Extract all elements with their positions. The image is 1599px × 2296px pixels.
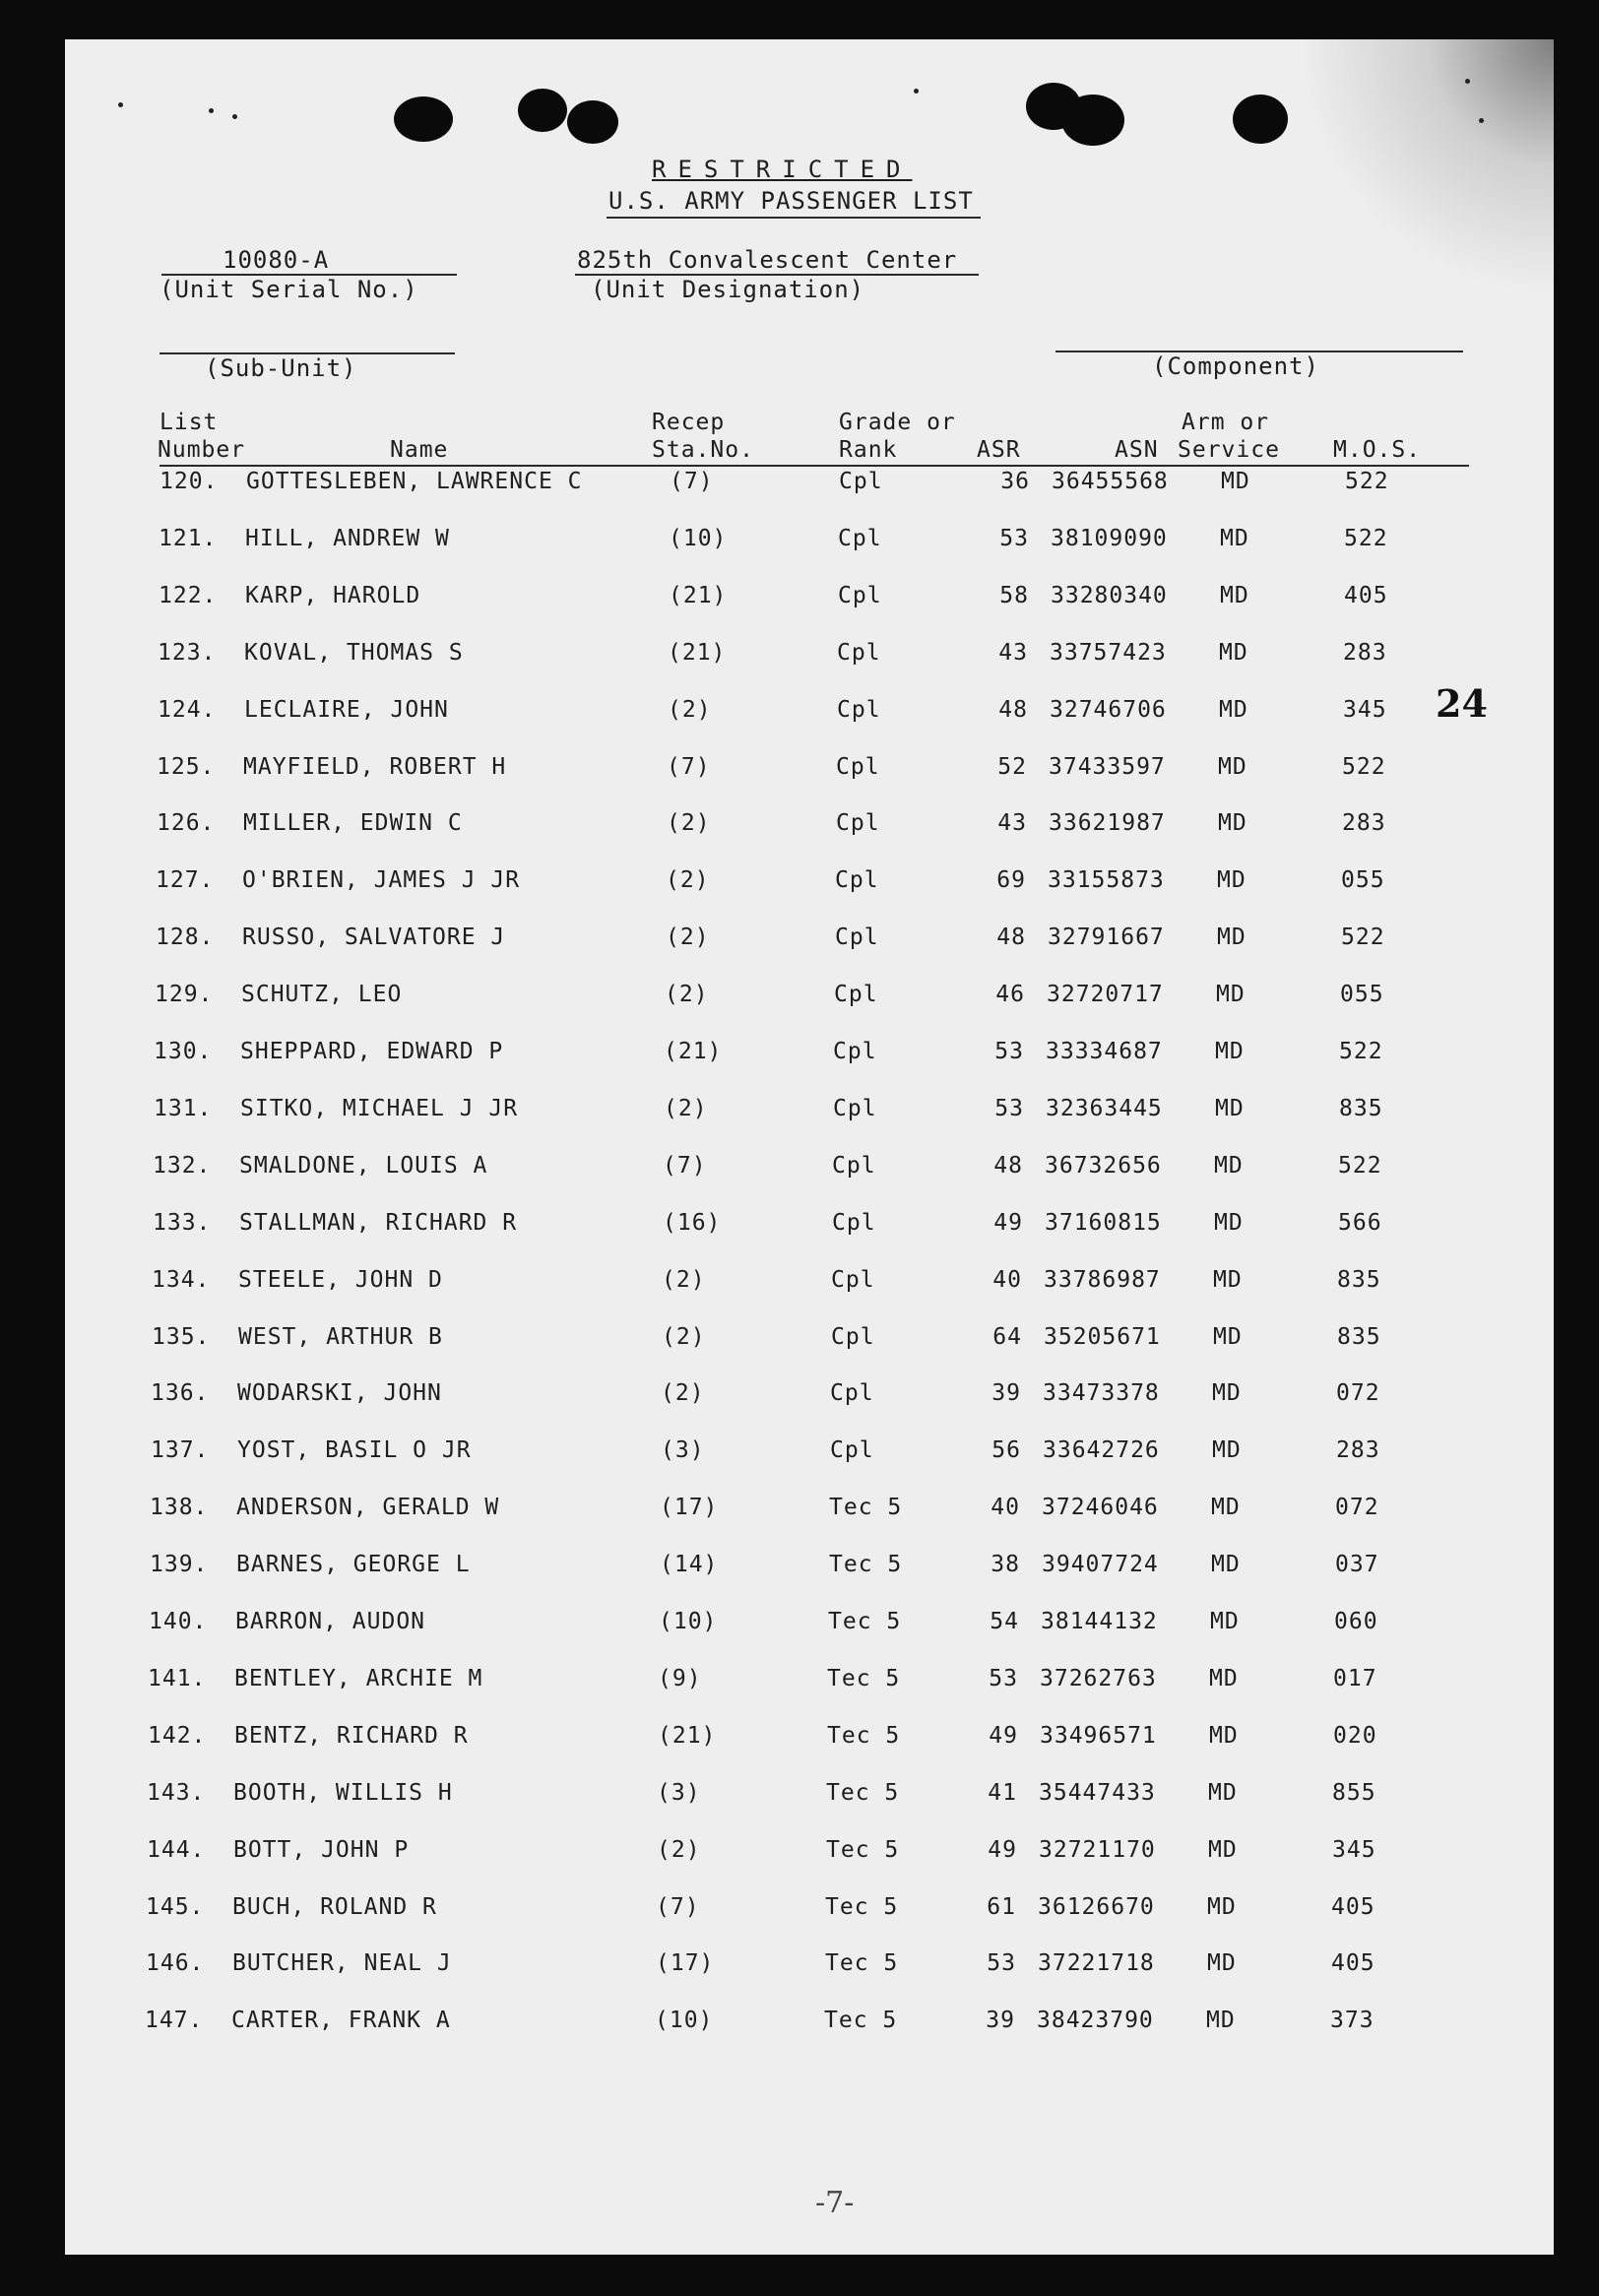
asr-cell: 48 bbox=[993, 1153, 1023, 1179]
grade-cell: Tec 5 bbox=[825, 1950, 899, 1976]
table-row bbox=[65, 867, 1554, 907]
asn-cell: 36126670 bbox=[1038, 1894, 1155, 1920]
list-number-cell: 133. bbox=[153, 1210, 212, 1236]
table-row bbox=[65, 982, 1554, 1021]
name-cell: BOTT, JOHN P bbox=[233, 1837, 410, 1863]
recep-station-cell: (10) bbox=[659, 1609, 718, 1634]
asr-cell: 64 bbox=[992, 1324, 1022, 1350]
arm-service-cell: MD bbox=[1217, 925, 1247, 950]
recep-station-cell: (2) bbox=[668, 697, 712, 723]
asr-cell: 53 bbox=[987, 1950, 1016, 1976]
grade-cell: Cpl bbox=[837, 640, 881, 666]
name-cell: WODARSKI, JOHN bbox=[237, 1380, 442, 1406]
col-arm-line2: Service bbox=[1178, 437, 1280, 463]
recep-station-cell: (17) bbox=[660, 1495, 719, 1520]
table-row bbox=[65, 1780, 1554, 1819]
asn-cell: 39407724 bbox=[1042, 1552, 1159, 1577]
recep-station-cell: (7) bbox=[656, 1894, 700, 1920]
asn-cell: 33621987 bbox=[1049, 810, 1166, 836]
sub-unit-label: (Sub-Unit) bbox=[205, 354, 357, 382]
mos-cell: 405 bbox=[1331, 1894, 1375, 1920]
mos-cell: 283 bbox=[1342, 810, 1386, 836]
col-list-line2: Number bbox=[158, 437, 246, 463]
name-cell: SHEPPARD, EDWARD P bbox=[240, 1039, 504, 1064]
arm-service-cell: MD bbox=[1211, 1552, 1241, 1577]
mos-cell: 060 bbox=[1334, 1609, 1378, 1634]
list-number-cell: 137. bbox=[151, 1437, 210, 1463]
mos-cell: 072 bbox=[1336, 1380, 1380, 1406]
asr-cell: 53 bbox=[994, 1039, 1024, 1064]
asn-cell: 32720717 bbox=[1047, 982, 1164, 1007]
asr-cell: 40 bbox=[992, 1267, 1022, 1293]
header-rule bbox=[160, 465, 1469, 467]
list-title: U.S. ARMY PASSENGER LIST bbox=[608, 187, 974, 215]
grade-cell: Cpl bbox=[833, 1039, 877, 1064]
punch-hole bbox=[567, 100, 618, 144]
grade-cell: Tec 5 bbox=[827, 1666, 901, 1691]
grade-cell: Tec 5 bbox=[824, 2008, 898, 2033]
list-number-cell: 141. bbox=[148, 1666, 207, 1691]
arm-service-cell: MD bbox=[1215, 1096, 1245, 1121]
arm-service-cell: MD bbox=[1221, 469, 1250, 494]
name-cell: BUTCHER, NEAL J bbox=[232, 1950, 452, 1976]
arm-service-cell: MD bbox=[1220, 583, 1249, 608]
mos-cell: 020 bbox=[1333, 1723, 1377, 1749]
asr-cell: 54 bbox=[990, 1609, 1019, 1634]
asn-cell: 32746706 bbox=[1050, 697, 1167, 723]
table-row bbox=[65, 1495, 1554, 1534]
arm-service-cell: MD bbox=[1220, 526, 1249, 551]
list-number-cell: 124. bbox=[158, 697, 217, 723]
arm-service-cell: MD bbox=[1213, 1267, 1243, 1293]
asn-cell: 36732656 bbox=[1045, 1153, 1162, 1179]
mos-cell: 373 bbox=[1330, 2008, 1375, 2033]
grade-cell: Cpl bbox=[838, 526, 882, 551]
asr-cell: 43 bbox=[997, 810, 1027, 836]
name-cell: RUSSO, SALVATORE J bbox=[242, 925, 506, 950]
asn-cell: 35447433 bbox=[1039, 1780, 1156, 1806]
asr-cell: 53 bbox=[989, 1666, 1018, 1691]
table-row bbox=[65, 925, 1554, 964]
table-row bbox=[65, 640, 1554, 679]
list-number-cell: 145. bbox=[146, 1894, 205, 1920]
name-cell: SITKO, MICHAEL J JR bbox=[240, 1096, 519, 1121]
speck bbox=[914, 89, 919, 94]
table-row bbox=[65, 1324, 1554, 1364]
mos-cell: 017 bbox=[1333, 1666, 1377, 1691]
name-cell: STEELE, JOHN D bbox=[238, 1267, 443, 1293]
list-number-cell: 122. bbox=[159, 583, 218, 608]
asn-cell: 38423790 bbox=[1037, 2008, 1154, 2033]
grade-cell: Cpl bbox=[831, 1324, 875, 1350]
grade-cell: Cpl bbox=[838, 583, 882, 608]
col-mos: M.O.S. bbox=[1333, 437, 1422, 463]
asr-cell: 58 bbox=[999, 583, 1029, 608]
recep-station-cell: (2) bbox=[662, 1267, 706, 1293]
name-cell: HILL, ANDREW W bbox=[245, 526, 450, 551]
table-row bbox=[65, 754, 1554, 794]
list-number-cell: 136. bbox=[151, 1380, 210, 1406]
name-cell: YOST, BASIL O JR bbox=[237, 1437, 472, 1463]
list-number-cell: 144. bbox=[147, 1837, 206, 1863]
grade-cell: Cpl bbox=[836, 754, 880, 780]
mos-cell: 283 bbox=[1336, 1437, 1380, 1463]
unit-designation-label: (Unit Designation) bbox=[591, 276, 865, 303]
table-row bbox=[65, 1723, 1554, 1762]
speck bbox=[118, 102, 123, 107]
list-number-cell: 125. bbox=[157, 754, 216, 780]
mos-cell: 283 bbox=[1343, 640, 1387, 666]
mos-cell: 566 bbox=[1338, 1210, 1382, 1236]
grade-cell: Tec 5 bbox=[826, 1837, 900, 1863]
grade-cell: Cpl bbox=[834, 982, 878, 1007]
list-number-cell: 132. bbox=[153, 1153, 212, 1179]
asn-cell: 35205671 bbox=[1044, 1324, 1161, 1350]
asr-cell: 38 bbox=[991, 1552, 1020, 1577]
name-cell: O'BRIEN, JAMES J JR bbox=[242, 867, 521, 893]
table-row bbox=[65, 1437, 1554, 1477]
col-arm-line1: Arm or bbox=[1182, 410, 1270, 435]
asr-cell: 49 bbox=[993, 1210, 1023, 1236]
name-cell: LECLAIRE, JOHN bbox=[244, 697, 449, 723]
arm-service-cell: MD bbox=[1214, 1153, 1244, 1179]
asr-cell: 36 bbox=[1000, 469, 1030, 494]
mos-cell: 522 bbox=[1344, 526, 1388, 551]
recep-station-cell: (7) bbox=[663, 1153, 707, 1179]
side-page-number: 24 bbox=[1436, 681, 1488, 726]
mos-cell: 855 bbox=[1332, 1780, 1376, 1806]
asn-cell: 33334687 bbox=[1046, 1039, 1163, 1064]
page-corner-shadow bbox=[1298, 39, 1554, 295]
table-row bbox=[65, 1552, 1554, 1591]
asn-cell: 37433597 bbox=[1049, 754, 1166, 780]
arm-service-cell: MD bbox=[1209, 1666, 1239, 1691]
table-row bbox=[65, 1039, 1554, 1078]
arm-service-cell: MD bbox=[1219, 640, 1248, 666]
table-row bbox=[65, 1609, 1554, 1648]
grade-cell: Tec 5 bbox=[827, 1723, 901, 1749]
arm-service-cell: MD bbox=[1219, 697, 1248, 723]
list-number-cell: 146. bbox=[146, 1950, 205, 1976]
grade-cell: Tec 5 bbox=[826, 1780, 900, 1806]
col-recep-line2: Sta.No. bbox=[652, 437, 754, 463]
name-cell: STALLMAN, RICHARD R bbox=[239, 1210, 518, 1236]
arm-service-cell: MD bbox=[1215, 1039, 1245, 1064]
mos-cell: 522 bbox=[1341, 925, 1385, 950]
page-number: -7- bbox=[815, 2186, 855, 2220]
table-row bbox=[65, 1210, 1554, 1249]
name-cell: CARTER, FRANK A bbox=[231, 2008, 451, 2033]
grade-cell: Tec 5 bbox=[828, 1609, 902, 1634]
arm-service-cell: MD bbox=[1206, 2008, 1236, 2033]
list-number-cell: 147. bbox=[145, 2008, 204, 2033]
grade-cell: Tec 5 bbox=[829, 1552, 903, 1577]
mos-cell: 522 bbox=[1338, 1153, 1382, 1179]
asr-cell: 39 bbox=[991, 1380, 1021, 1406]
grade-cell: Cpl bbox=[832, 1210, 876, 1236]
arm-service-cell: MD bbox=[1212, 1437, 1242, 1463]
grade-cell: Cpl bbox=[832, 1153, 876, 1179]
table-row bbox=[65, 810, 1554, 850]
table-row bbox=[65, 697, 1554, 736]
list-number-cell: 121. bbox=[159, 526, 218, 551]
asr-cell: 48 bbox=[998, 697, 1028, 723]
asn-cell: 38144132 bbox=[1041, 1609, 1158, 1634]
col-name: Name bbox=[390, 437, 449, 463]
recep-station-cell: (2) bbox=[666, 925, 710, 950]
asn-cell: 37221718 bbox=[1038, 1950, 1155, 1976]
table-row bbox=[65, 1380, 1554, 1420]
asn-cell: 33496571 bbox=[1040, 1723, 1157, 1749]
arm-service-cell: MD bbox=[1211, 1495, 1241, 1520]
recep-station-cell: (2) bbox=[667, 810, 711, 836]
unit-serial-label: (Unit Serial No.) bbox=[160, 276, 418, 303]
list-number-cell: 134. bbox=[152, 1267, 211, 1293]
grade-cell: Cpl bbox=[835, 925, 879, 950]
name-cell: WEST, ARTHUR B bbox=[238, 1324, 443, 1350]
list-number-cell: 130. bbox=[154, 1039, 213, 1064]
col-grade-line1: Grade or bbox=[839, 410, 956, 435]
asn-cell: 32363445 bbox=[1046, 1096, 1163, 1121]
grade-cell: Cpl bbox=[836, 810, 880, 836]
name-cell: BENTZ, RICHARD R bbox=[234, 1723, 469, 1749]
mos-cell: 055 bbox=[1340, 982, 1384, 1007]
list-number-cell: 131. bbox=[154, 1096, 213, 1121]
name-cell: MAYFIELD, ROBERT H bbox=[243, 754, 507, 780]
mos-cell: 405 bbox=[1344, 583, 1388, 608]
arm-service-cell: MD bbox=[1213, 1324, 1243, 1350]
asr-cell: 53 bbox=[999, 526, 1029, 551]
list-number-cell: 140. bbox=[149, 1609, 208, 1634]
asn-cell: 36455568 bbox=[1052, 469, 1169, 494]
grade-cell: Tec 5 bbox=[829, 1495, 903, 1520]
recep-station-cell: (10) bbox=[655, 2008, 714, 2033]
mos-cell: 037 bbox=[1335, 1552, 1379, 1577]
asn-cell: 33786987 bbox=[1044, 1267, 1161, 1293]
mos-cell: 055 bbox=[1341, 867, 1385, 893]
recep-station-cell: (10) bbox=[669, 526, 728, 551]
name-cell: BENTLEY, ARCHIE M bbox=[234, 1666, 483, 1691]
table-row bbox=[65, 1894, 1554, 1934]
asn-cell: 33757423 bbox=[1050, 640, 1167, 666]
name-cell: BOOTH, WILLIS H bbox=[233, 1780, 453, 1806]
list-number-cell: 127. bbox=[156, 867, 215, 893]
asn-cell: 32791667 bbox=[1048, 925, 1165, 950]
speck bbox=[1479, 118, 1484, 123]
table-row bbox=[65, 1267, 1554, 1307]
arm-service-cell: MD bbox=[1209, 1723, 1239, 1749]
grade-cell: Cpl bbox=[835, 867, 879, 893]
table-row bbox=[65, 1096, 1554, 1135]
document-page bbox=[65, 39, 1554, 2255]
asr-cell: 46 bbox=[995, 982, 1025, 1007]
table-row bbox=[65, 1837, 1554, 1877]
table-row bbox=[65, 1153, 1554, 1192]
punch-hole bbox=[1233, 95, 1288, 144]
arm-service-cell: MD bbox=[1218, 754, 1247, 780]
col-list-line1: List bbox=[160, 410, 219, 435]
list-number-cell: 138. bbox=[150, 1495, 209, 1520]
recep-station-cell: (17) bbox=[656, 1950, 715, 1976]
recep-station-cell: (2) bbox=[661, 1380, 705, 1406]
asr-cell: 53 bbox=[994, 1096, 1024, 1121]
name-cell: BUCH, ROLAND R bbox=[232, 1894, 437, 1920]
arm-service-cell: MD bbox=[1212, 1380, 1242, 1406]
asn-cell: 37246046 bbox=[1042, 1495, 1159, 1520]
asr-cell: 52 bbox=[997, 754, 1027, 780]
col-asn: ASN bbox=[1115, 437, 1159, 463]
asr-cell: 49 bbox=[989, 1723, 1018, 1749]
recep-station-cell: (3) bbox=[661, 1437, 705, 1463]
mos-cell: 522 bbox=[1345, 469, 1389, 494]
table-row bbox=[65, 2008, 1554, 2047]
classification-heading: RESTRICTED bbox=[652, 156, 913, 183]
speck bbox=[209, 108, 214, 113]
mos-cell: 835 bbox=[1337, 1324, 1381, 1350]
table-row bbox=[65, 469, 1554, 508]
col-grade-line2: Rank bbox=[839, 437, 898, 463]
name-cell: ANDERSON, GERALD W bbox=[236, 1495, 500, 1520]
asr-cell: 49 bbox=[988, 1837, 1017, 1863]
arm-service-cell: MD bbox=[1210, 1609, 1240, 1634]
grade-cell: Tec 5 bbox=[825, 1894, 899, 1920]
list-number-cell: 135. bbox=[152, 1324, 211, 1350]
name-cell: KARP, HAROLD bbox=[245, 583, 421, 608]
col-asr: ASR bbox=[977, 437, 1021, 463]
arm-service-cell: MD bbox=[1208, 1780, 1238, 1806]
arm-service-cell: MD bbox=[1207, 1894, 1237, 1920]
asn-cell: 32721170 bbox=[1039, 1837, 1156, 1863]
punch-hole bbox=[394, 96, 453, 142]
mos-cell: 522 bbox=[1339, 1039, 1383, 1064]
table-row bbox=[65, 1666, 1554, 1705]
name-cell: KOVAL, THOMAS S bbox=[244, 640, 464, 666]
grade-cell: Cpl bbox=[833, 1096, 877, 1121]
recep-station-cell: (16) bbox=[663, 1210, 722, 1236]
speck bbox=[1465, 79, 1470, 84]
recep-station-cell: (7) bbox=[670, 469, 714, 494]
asn-cell: 33155873 bbox=[1048, 867, 1165, 893]
grade-cell: Cpl bbox=[831, 1267, 875, 1293]
asr-cell: 69 bbox=[996, 867, 1026, 893]
asn-cell: 37160815 bbox=[1045, 1210, 1162, 1236]
arm-service-cell: MD bbox=[1216, 982, 1246, 1007]
table-row bbox=[65, 526, 1554, 565]
asr-cell: 39 bbox=[986, 2008, 1015, 2033]
list-number-cell: 143. bbox=[147, 1780, 206, 1806]
mos-cell: 522 bbox=[1342, 754, 1386, 780]
asr-cell: 40 bbox=[991, 1495, 1020, 1520]
name-cell: SCHUTZ, LEO bbox=[241, 982, 403, 1007]
asn-cell: 33642726 bbox=[1043, 1437, 1160, 1463]
asr-cell: 56 bbox=[991, 1437, 1021, 1463]
list-number-cell: 128. bbox=[156, 925, 215, 950]
component-label: (Component) bbox=[1152, 352, 1319, 380]
list-number-cell: 120. bbox=[160, 469, 219, 494]
speck bbox=[232, 114, 237, 119]
grade-cell: Cpl bbox=[837, 697, 881, 723]
name-cell: BARNES, GEORGE L bbox=[236, 1552, 471, 1577]
recep-station-cell: (21) bbox=[658, 1723, 717, 1749]
grade-cell: Cpl bbox=[830, 1437, 874, 1463]
arm-service-cell: MD bbox=[1208, 1837, 1238, 1863]
list-number-cell: 139. bbox=[150, 1552, 209, 1577]
recep-station-cell: (14) bbox=[660, 1552, 719, 1577]
recep-station-cell: (3) bbox=[657, 1780, 701, 1806]
asn-cell: 38109090 bbox=[1051, 526, 1168, 551]
list-number-cell: 129. bbox=[155, 982, 214, 1007]
list-number-cell: 142. bbox=[148, 1723, 207, 1749]
recep-station-cell: (2) bbox=[664, 1096, 708, 1121]
arm-service-cell: MD bbox=[1218, 810, 1247, 836]
mos-cell: 072 bbox=[1335, 1495, 1379, 1520]
list-number-cell: 126. bbox=[157, 810, 216, 836]
list-number-cell: 123. bbox=[158, 640, 217, 666]
name-cell: GOTTESLEBEN, LAWRENCE C bbox=[246, 469, 583, 494]
name-cell: MILLER, EDWIN C bbox=[243, 810, 463, 836]
name-cell: BARRON, AUDON bbox=[235, 1609, 426, 1634]
recep-station-cell: (21) bbox=[664, 1039, 723, 1064]
asr-cell: 61 bbox=[987, 1894, 1016, 1920]
col-recep-line1: Recep bbox=[652, 410, 726, 435]
asr-cell: 48 bbox=[996, 925, 1026, 950]
mos-cell: 835 bbox=[1339, 1096, 1383, 1121]
recep-station-cell: (2) bbox=[666, 867, 710, 893]
mos-cell: 345 bbox=[1343, 697, 1387, 723]
asn-cell: 33280340 bbox=[1051, 583, 1168, 608]
mos-cell: 835 bbox=[1337, 1267, 1381, 1293]
punch-hole bbox=[518, 89, 567, 132]
recep-station-cell: (21) bbox=[668, 640, 727, 666]
table-row bbox=[65, 1950, 1554, 1990]
mos-cell: 345 bbox=[1332, 1837, 1376, 1863]
asr-cell: 43 bbox=[998, 640, 1028, 666]
recep-station-cell: (2) bbox=[665, 982, 709, 1007]
arm-service-cell: MD bbox=[1217, 867, 1247, 893]
unit-designation-value: 825th Convalescent Center bbox=[577, 246, 958, 274]
asr-cell: 41 bbox=[988, 1780, 1017, 1806]
recep-station-cell: (21) bbox=[669, 583, 728, 608]
name-cell: SMALDONE, LOUIS A bbox=[239, 1153, 488, 1179]
punch-hole bbox=[1061, 95, 1124, 146]
mos-cell: 405 bbox=[1331, 1950, 1375, 1976]
table-row bbox=[65, 583, 1554, 622]
recep-station-cell: (2) bbox=[657, 1837, 701, 1863]
grade-cell: Cpl bbox=[839, 469, 883, 494]
recep-station-cell: (9) bbox=[658, 1666, 702, 1691]
arm-service-cell: MD bbox=[1207, 1950, 1237, 1976]
unit-serial-value: 10080-A bbox=[223, 246, 330, 274]
asn-cell: 37262763 bbox=[1040, 1666, 1157, 1691]
recep-station-cell: (7) bbox=[667, 754, 711, 780]
title-underline bbox=[607, 217, 981, 219]
arm-service-cell: MD bbox=[1214, 1210, 1244, 1236]
asn-cell: 33473378 bbox=[1043, 1380, 1160, 1406]
recep-station-cell: (2) bbox=[662, 1324, 706, 1350]
grade-cell: Cpl bbox=[830, 1380, 874, 1406]
